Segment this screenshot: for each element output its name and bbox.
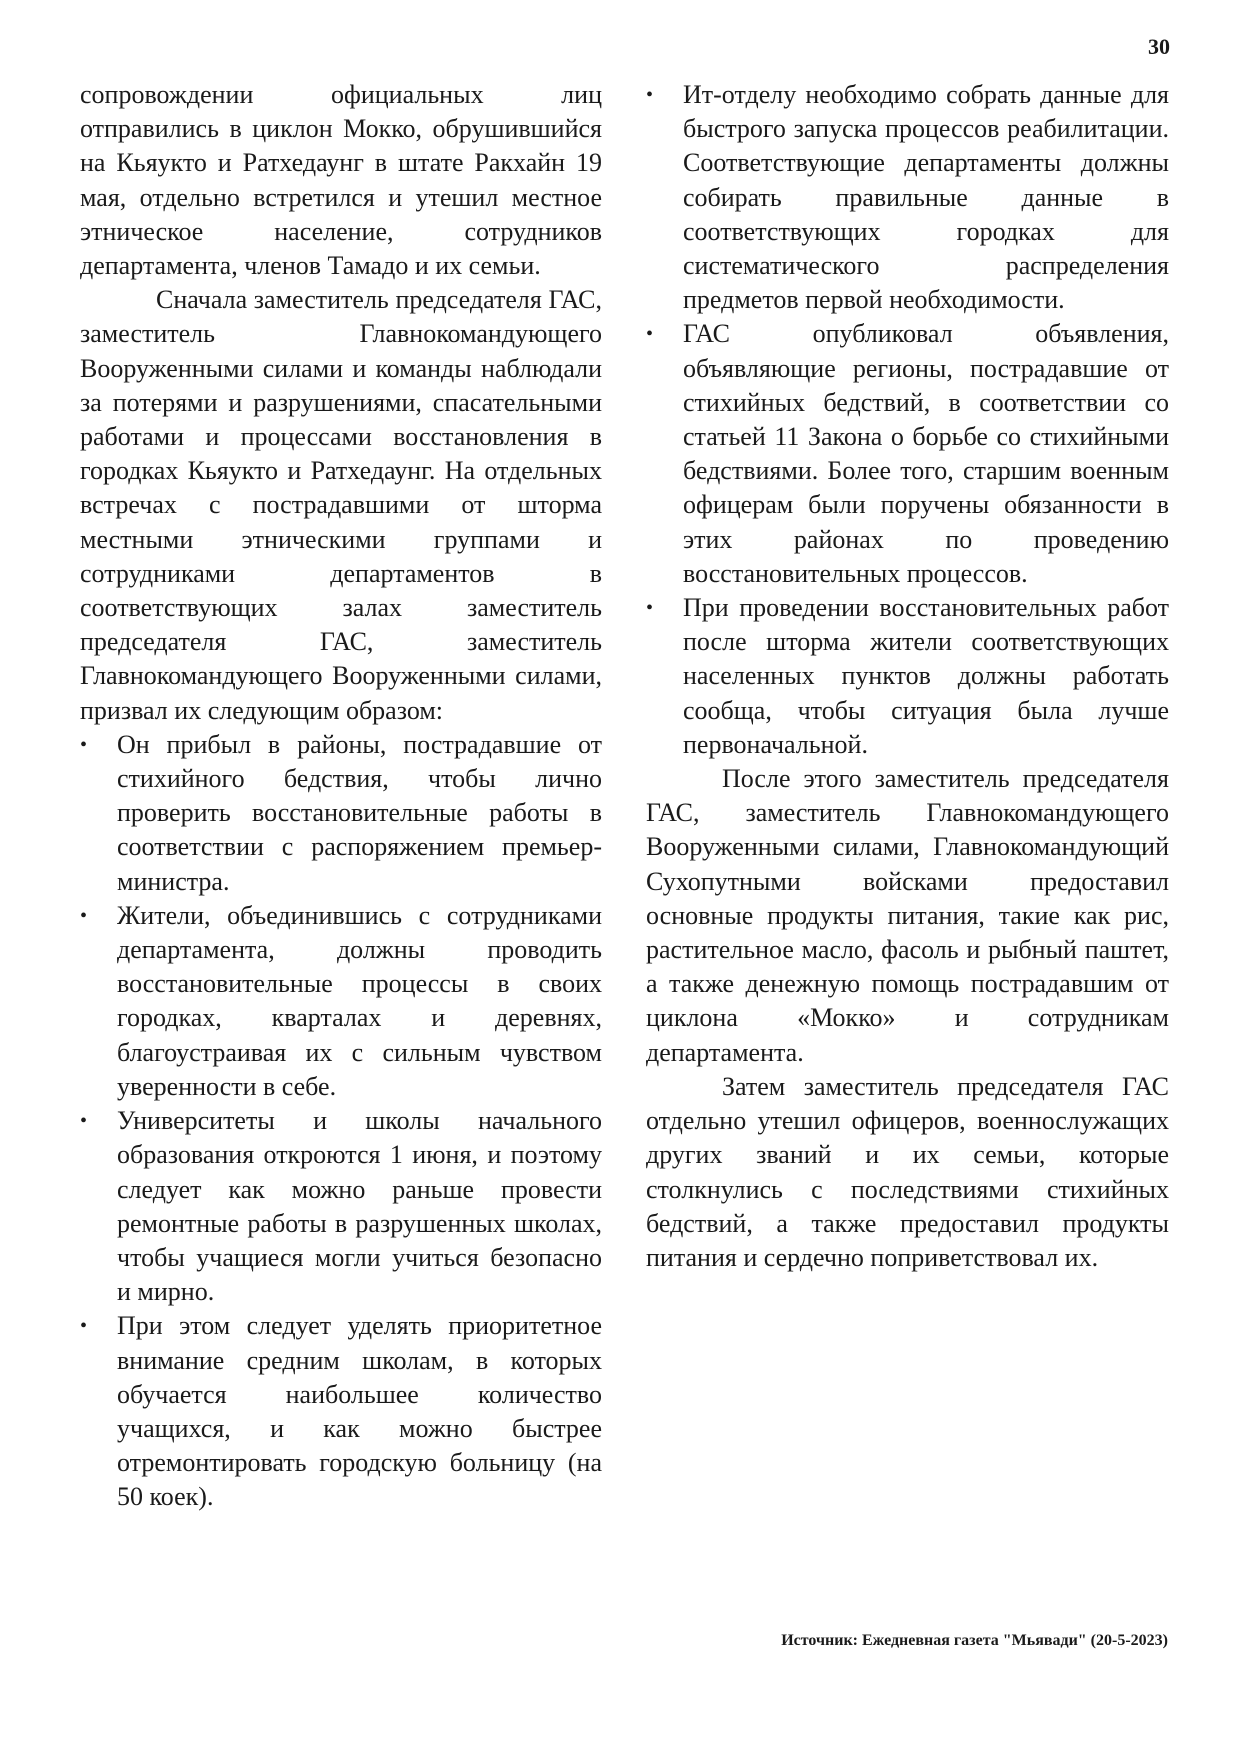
- bullet-item: • Он прибыл в районы, пострадавшие от стихийного бедствия, чтобы лично проверить восстановительные работы в соответствии с распоряжением премьер-министра.: [80, 728, 602, 899]
- bullet-item: • ГАС опубликовал объявления, объявляющие регионы, пострадавшие от стихийных бедствий, в соответствии со статьей 11 Закона о борьбе со стихийными бедствиями. Более того, старшим военным офицерам были поручены обязанности в этих районах по проведению восстановительных процессов.: [646, 317, 1169, 591]
- source-citation: Источник: Ежедневная газета "Мьявади" (20-5-2023): [781, 1632, 1168, 1649]
- bullet-item: • Университеты и школы начального образования откроются 1 июня, и поэтому следует как можно раньше провести ремонтные работы в разрушенных школах, чтобы учащиеся могли учиться безопасно и мирно.: [80, 1104, 602, 1309]
- paragraph-continued: сопровождении официальных лиц отправились в циклон Мокко, обрушившийся на Кьяукто и Ратхедаунг в штате Ракхайн 19 мая, отдельно встретился и утешил местное этническое население, сотрудников департамента, членов Тамадо и их семьи.: [80, 80, 602, 281]
- right-column: [646, 78, 1169, 1275]
- page-number: 30: [1148, 34, 1170, 59]
- paragraph: После этого заместитель председателя ГАС, заместитель Главнокомандующего Вооруженными силами, Главнокомандующий Сухопутными войсками предоставил основные продукты питания, такие как рис, растительное масло, фасоль и рыбный паштет, а также денежную помощь пострадавшим от циклона «Мокко» и сотрудникам департамента.: [646, 764, 1169, 1067]
- bullet-item: • При проведении восстановительных работ после шторма жители соответствующих населенных пунктов должны работать сообща, чтобы ситуация была лучше первоначальной.: [646, 591, 1169, 762]
- bullet-list: [646, 78, 1169, 762]
- left-column: [80, 78, 602, 1515]
- bullet-item: • Жители, объединившись с сотрудниками департамента, должны проводить восстановительные процессы в своих городках, кварталах и деревнях, благоустраивая их с сильным чувством уверенности в себе.: [80, 899, 602, 1104]
- paragraph: Затем заместитель председателя ГАС отдельно утешил офицеров, военнослужащих других званий и их семьи, которые столкнулись с последствиями стихийных бедствий, а также предоставил продукты питания и сердечно поприветствовал их.: [646, 1071, 1169, 1272]
- bullet-item: • При этом следует уделять приоритетное внимание средним школам, в которых обучается наибольшее количество учащихся, и как можно быстрее отремонтировать городскую больницу (на 50 коек).: [80, 1309, 602, 1514]
- paragraph: Сначала заместитель председателя ГАС, заместитель Главнокомандующего Вооруженными силами и команды наблюдали за потерями и разрушениями, спасательными работами и процессами восстановления в городках Кьяукто и Ратхедаунг. На отдельных встречах с пострадавшими от шторма местными этническими группами и сотрудниками департаментов в соответствующих залах заместитель председателя ГАС, заместитель Главнокомандующего Вооруженными силами, призвал их следующим образом:: [80, 285, 602, 725]
- bullet-item: • Ит-отделу необходимо собрать данные для быстрого запуска процессов реабилитации. Соответствующие департаменты должны собирать правильные данные в соответствующих городках для систематического распределения предметов первой необходимости.: [646, 78, 1169, 317]
- bullet-list: [80, 728, 602, 1515]
